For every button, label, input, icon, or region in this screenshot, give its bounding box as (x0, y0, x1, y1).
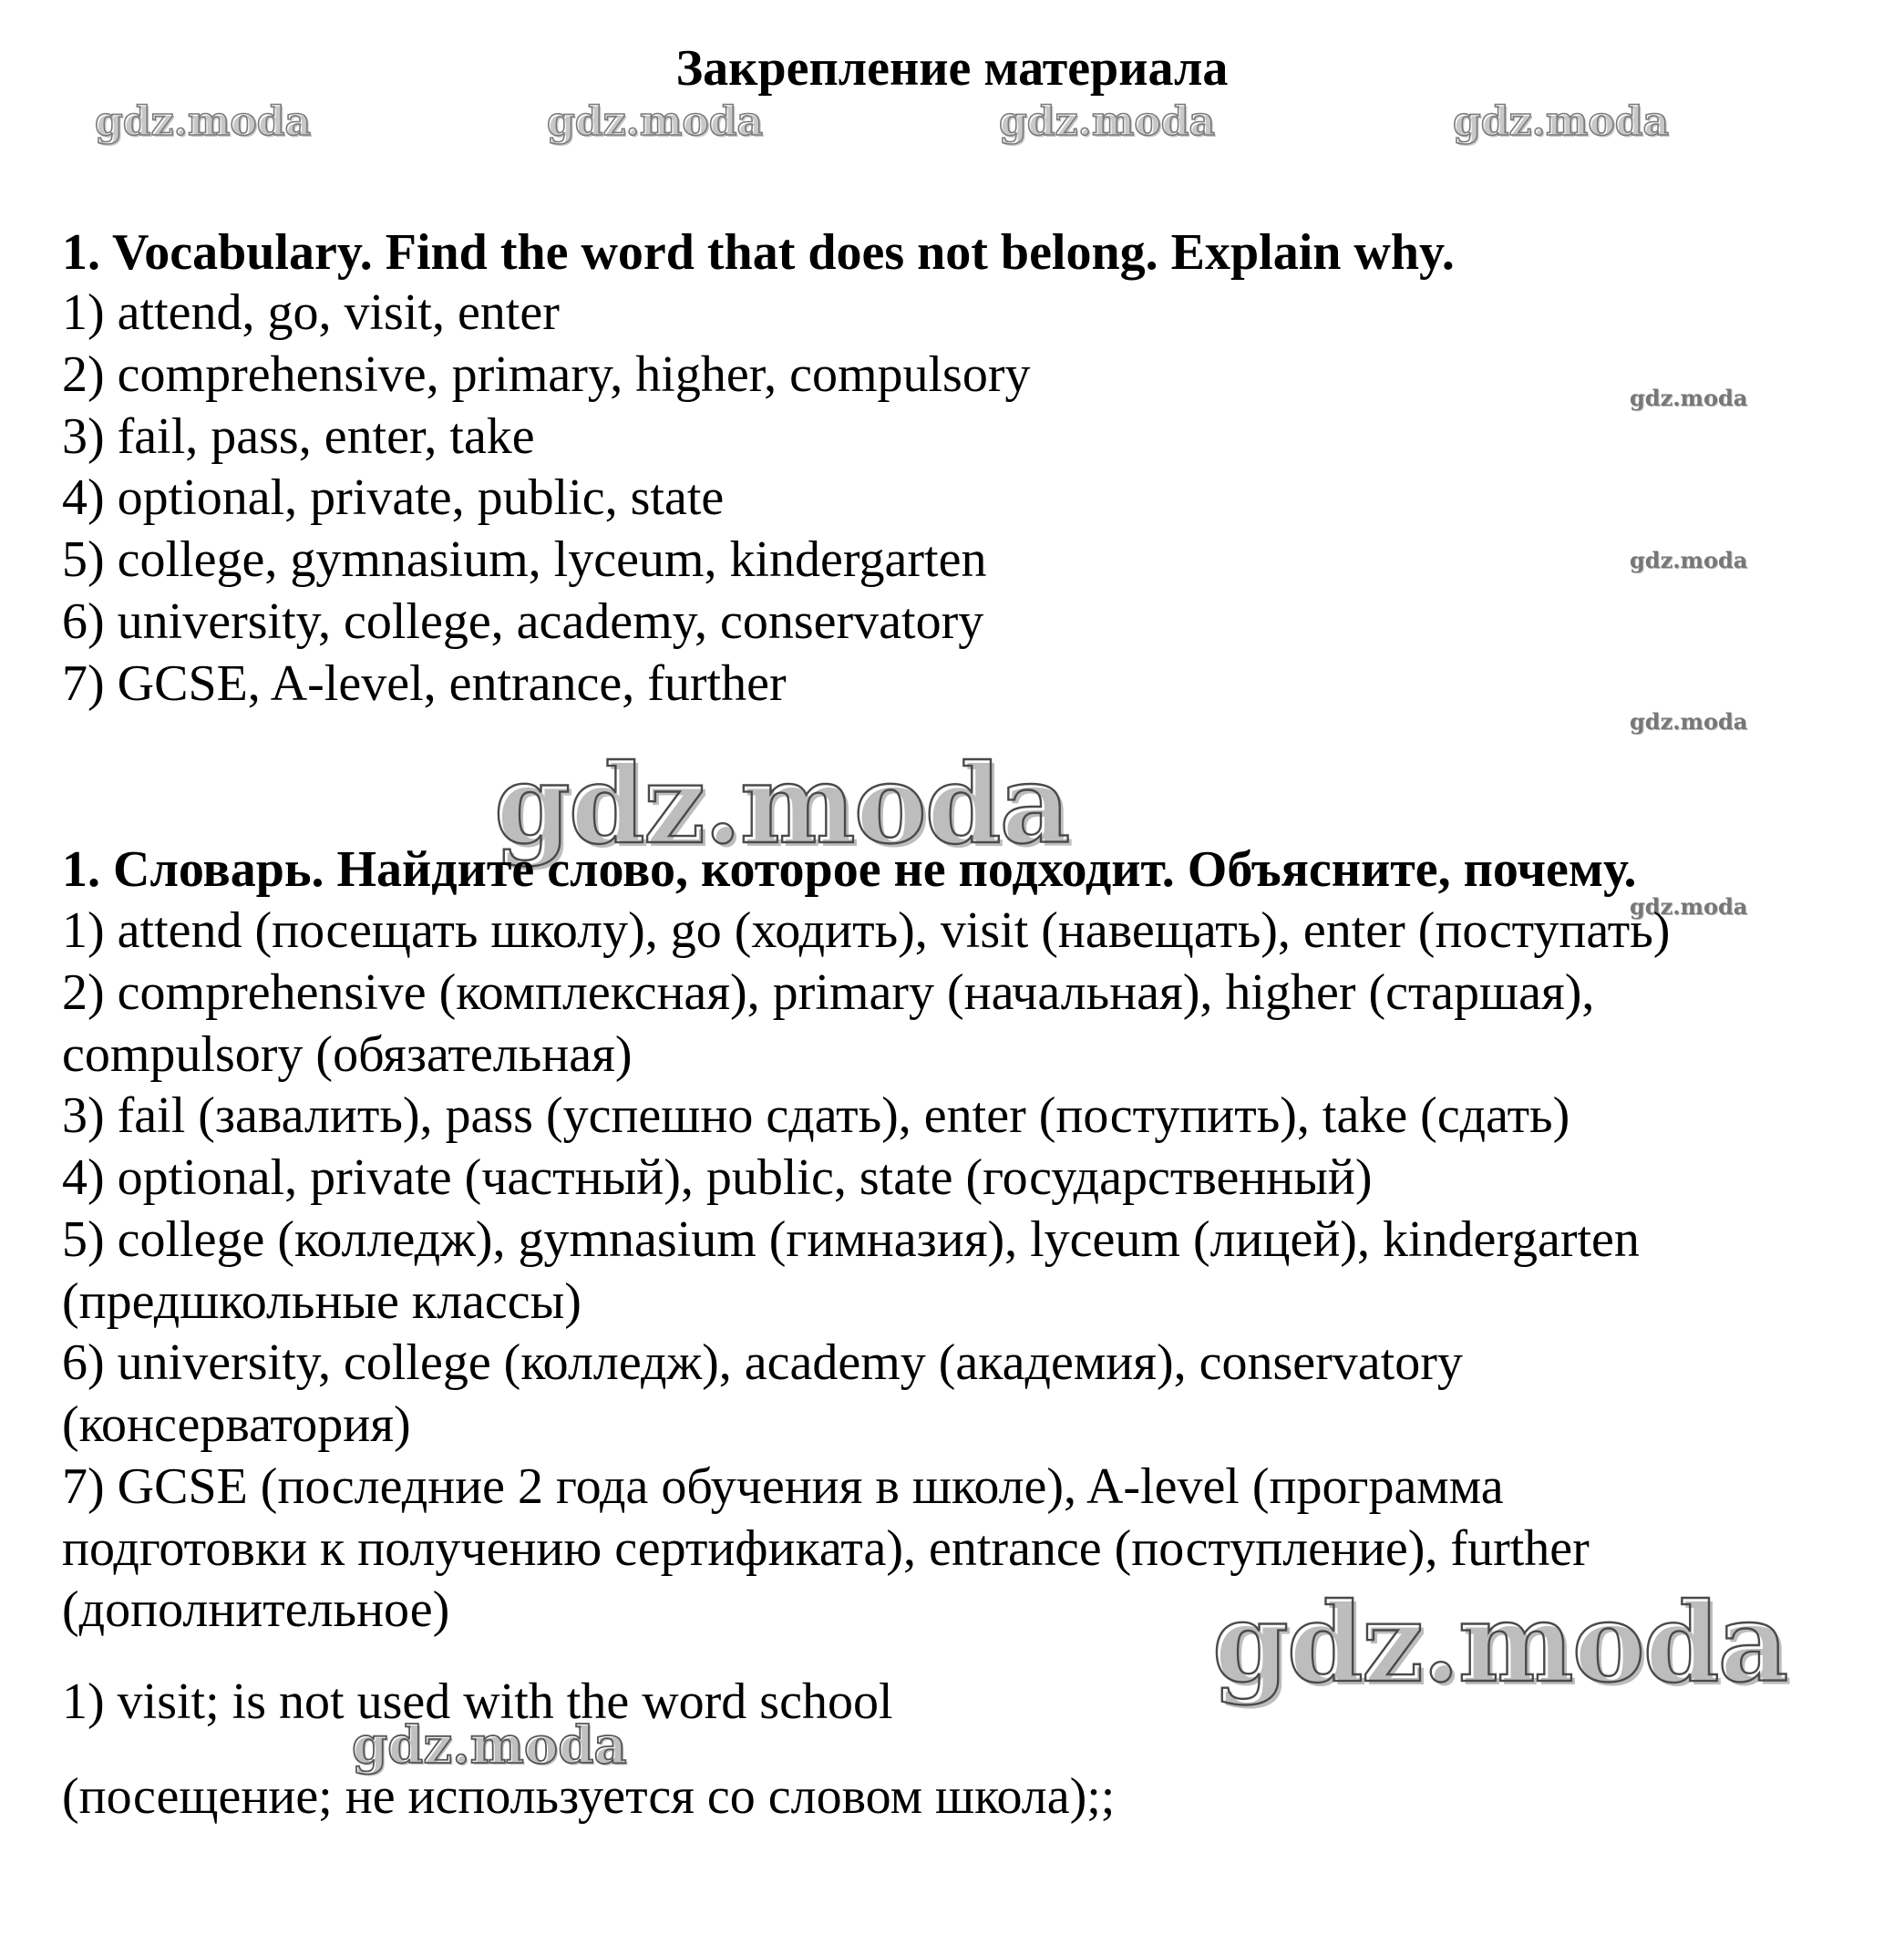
watermark-large: gdz.moda (494, 740, 1069, 869)
watermark: gdz.moda (95, 98, 312, 145)
english-item: 7) GCSE, A-level, entrance, further (62, 655, 787, 712)
russian-line: (консерватория) (62, 1396, 411, 1453)
watermark: gdz.moda (1630, 385, 1748, 411)
watermark-large: gdz.moda (1212, 1579, 1787, 1707)
russian-line: 2) comprehensive (комплексная), primary (начальная), higher (старшая), (62, 964, 1595, 1021)
watermark: gdz.moda (1630, 893, 1748, 920)
watermark: gdz.moda (1453, 98, 1670, 145)
page-title: Закрепление материала (675, 40, 1229, 97)
russian-line: 4) optional, private (частный), public, state (государственный) (62, 1149, 1373, 1206)
russian-line: (предшкольные классы) (62, 1273, 581, 1330)
russian-line: 5) college (колледж), gymnasium (гимназия), lyceum (лицей), kindergarten (62, 1211, 1640, 1268)
english-item: 2) comprehensive, primary, higher, compulsory (62, 346, 1031, 403)
russian-line: 7) GCSE (последние 2 года обучения в школе), A-level (программа (62, 1458, 1504, 1515)
answer-line: (посещение; не используется со словом школа);; (62, 1768, 1116, 1825)
russian-line: (дополнительное) (62, 1581, 450, 1638)
watermark: gdz.moda (352, 1715, 627, 1776)
answer-line: 1) visit; is not used with the word school (62, 1673, 893, 1730)
watermark: gdz.moda (547, 98, 764, 145)
russian-line: 3) fail (завалить), pass (успешно сдать), enter (поступить), take (сдать) (62, 1087, 1570, 1144)
watermark: gdz.moda (1630, 708, 1748, 735)
watermark: gdz.moda (999, 98, 1216, 145)
russian-heading: 1. Словарь. Найдите слово, которое не подходит. Объясните, почему. (62, 841, 1637, 898)
english-item: 6) university, college, academy, conservatory (62, 593, 984, 650)
watermark: gdz.moda (1630, 547, 1748, 573)
russian-line: 6) university, college (колледж), academy (академия), conservatory (62, 1334, 1463, 1391)
russian-line: 1) attend (посещать школу), go (ходить), visit (навещать), enter (поступать) (62, 902, 1671, 959)
russian-line: подготовки к получению сертификата), entrance (поступление), further (62, 1520, 1590, 1577)
english-heading: 1. Vocabulary. Find the word that does not belong. Explain why. (62, 224, 1455, 281)
english-item: 5) college, gymnasium, lyceum, kindergarten (62, 531, 987, 588)
english-item: 4) optional, private, public, state (62, 469, 725, 526)
english-item: 3) fail, pass, enter, take (62, 408, 535, 465)
russian-line: compulsory (обязательная) (62, 1026, 633, 1083)
english-item: 1) attend, go, visit, enter (62, 284, 560, 341)
